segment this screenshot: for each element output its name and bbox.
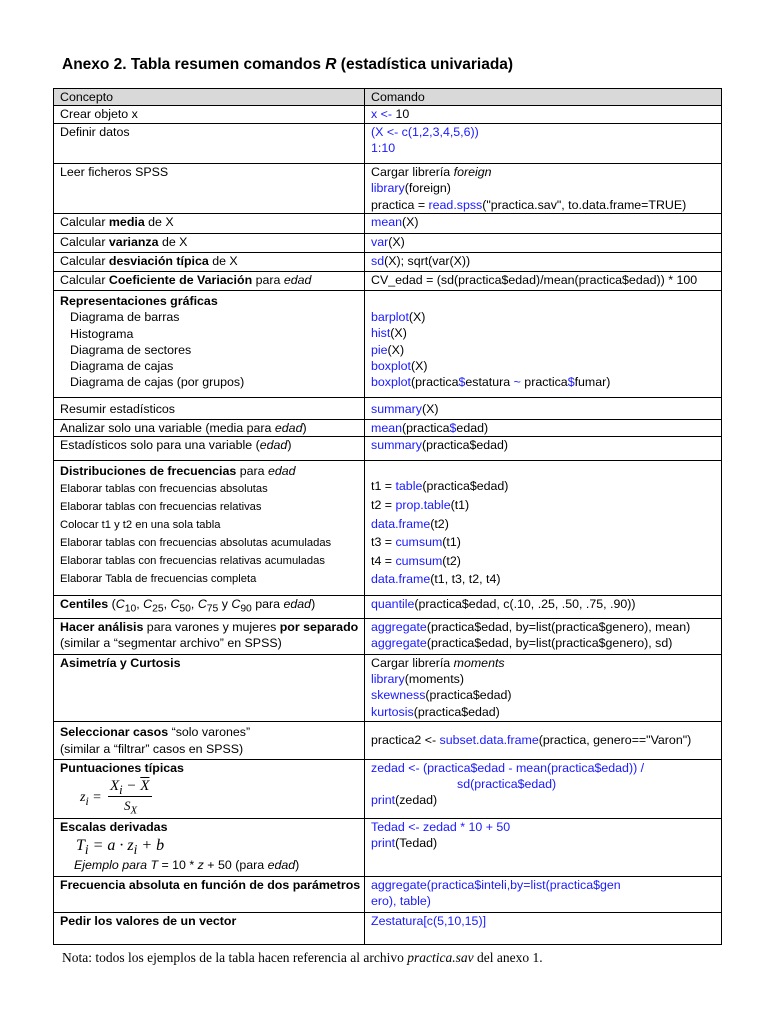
table-row: Pedir los valores de un vector Zestatura[c(5,10,15)]: [54, 913, 722, 945]
derived-scale-formula: $T_i = a \cdot z_i + b$: [76, 837, 165, 858]
table-row: Representaciones gráficas Diagrama de barras Histograma Diagrama de sectores Diagrama de cajas Diagrama de cajas (por grupos) barplot(X) hist(X) pie(X) boxplot(X) boxplot(practica$estatura ~ practica$fumar): [54, 291, 722, 398]
table-row: Resumir estadísticos summary(X): [54, 398, 722, 420]
table-row: Estadísticos solo para una variable (edad) summary(practica$edad): [54, 437, 722, 461]
table-row: Calcular varianza de X var(X): [54, 234, 722, 253]
table-row: Calcular Coeficiente de Variación para edad CV_edad = (sd(practica$edad)/mean(practica$edad)) * 100: [54, 272, 722, 291]
table-header-row: [54, 89, 722, 106]
table-row: Leer ficheros SPSS Cargar librería foreign library(foreign) practica = read.spss("practica.sav", to.data.frame=TRUE): [54, 164, 722, 214]
table-row: Puntuaciones típicas $z_i$ = $X_i - \overline{X}$ $S_X$ zedad <- (practica$edad - mean(practica$edad)) / sd(practica$edad) print(zedad): [54, 760, 722, 819]
table-row: Asimetría y Curtosis Cargar librería moments library(moments) skewness(practica$edad) kurtosis(practica$edad): [54, 655, 722, 722]
table-row: Hacer análisis para varones y mujeres por separado (similar a “segmentar archivo” en SPSS) aggregate(practica$edad, by=list(practica$genero), mean) aggregate(practica$edad, by=list(practica$genero), sd): [54, 619, 722, 655]
table-row: Frecuencia absoluta en función de dos parámetros aggregate(practica$inteli,by=list(practica$gen ero), table): [54, 877, 722, 913]
table-row: Calcular media de X mean(X): [54, 214, 722, 234]
footnote: Nota: todos los ejemplos de la tabla hacen referencia al archivo practica.sav del anexo 1.: [62, 950, 543, 965]
header-command: Comando: [365, 89, 722, 106]
z-score-formula: $z_i$ = $X_i - \overline{X}$ $S_X$: [74, 776, 360, 814]
table-row: Definir datos (X <- c(1,2,3,4,5,6)) 1:10: [54, 124, 722, 164]
table-row: Analizar solo una variable (media para edad) mean(practica$edad): [54, 420, 722, 437]
page-title: Anexo 2. Tabla resumen comandos R (estadística univariada): [62, 56, 514, 73]
table-row: Calcular desviación típica de X sd(X); sqrt(var(X)): [54, 253, 722, 272]
table-row: Distribuciones de frecuencias para edad Elaborar tablas con frecuencias absolutas Elaborar tablas con frecuencias relativas Colocar t1 y t2 en una sola tabla Elaborar tablas con frecuencias absolutas acumuladas Elaborar tablas con frecuencias relativas acumuladas Elaborar Tabla de frecuencias completa t1 = table(practica$edad) t2 = prop.table(t1) data.frame(t2) t3 = cumsum(t1) t4 = cumsum(t2) data.frame(t1, t3, t2, t4): [54, 461, 722, 596]
table-row: Seleccionar casos “solo varones” (similar a “filtrar” casos en SPSS) practica2 <- subset.data.frame(practica, genero=="Varon"): [54, 722, 722, 760]
table-row: Crear objeto x x <- 10: [54, 106, 722, 124]
commands-table: [53, 88, 722, 945]
table-row: Escalas derivadas $T_i = a \cdot z_i + b$ Ejemplo para T = 10 * z + 50 (para edad) Tedad <- zedad * 10 + 50 print(Tedad): [54, 819, 722, 877]
table-row: Centiles ($C_{10}$, $C_{25}$, $C_{50}$, $C_{75}$ y $C_{90}$ para edad) quantile(practica$edad, c(.10, .25, .50, .75, .90)): [54, 596, 722, 619]
header-concept: Concepto: [54, 89, 365, 106]
